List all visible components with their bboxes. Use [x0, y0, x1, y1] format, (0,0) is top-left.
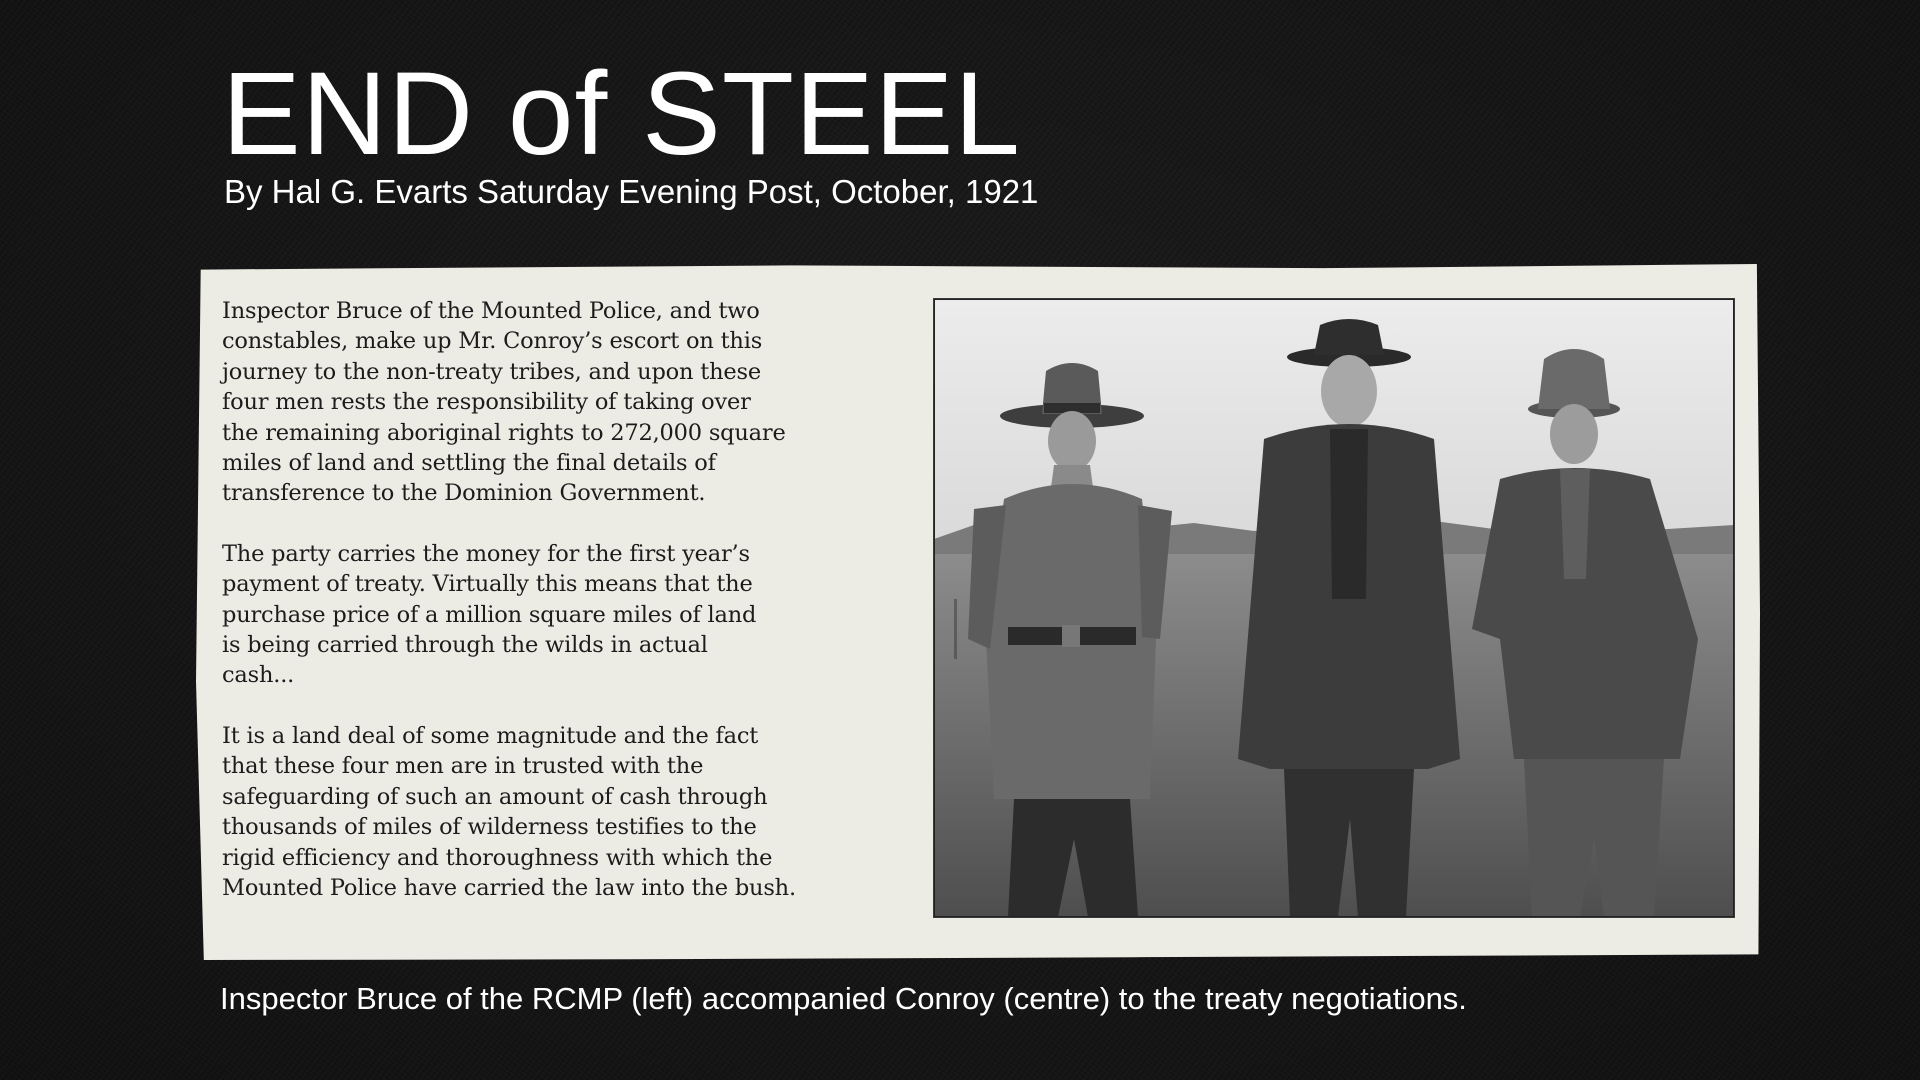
paragraph-3: It is a land deal of some magnitude and the fact that these four men are in trusted with the safeguarding of such an amount of cash through thousands of miles of wilderness testifies to the rigid efficiency and thoroughness with which the Mounted Police have carried the law into the bush.: [222, 722, 796, 901]
paragraph-2: The party carries the money for the first year’s payment of treaty. Virtually this means that the purchase price of a million square miles of land is being carried through the wilds in actual cash...: [222, 540, 757, 689]
paragraph-1: Inspector Bruce of the Mounted Police, and two constables, make up Mr. Conroy’s escort on this journey to the non-treaty tribes, and upon these four men rests the responsibility of taking over the remaining aboriginal rights to 272,000 square miles of land and settling the final details of transference to the Dominion Government.: [222, 298, 786, 507]
page-title: END of STEEL: [222, 48, 1021, 180]
article-text: [222, 296, 892, 933]
byline: By Hal G. Evarts Saturday Evening Post, October, 1921: [224, 173, 1039, 210]
historical-photo: [933, 298, 1735, 918]
photo-illustration-icon: [934, 299, 1734, 917]
photo-caption: Inspector Bruce of the RCMP (left) accompanied Conroy (centre) to the treaty negotiations.: [220, 981, 1467, 1016]
